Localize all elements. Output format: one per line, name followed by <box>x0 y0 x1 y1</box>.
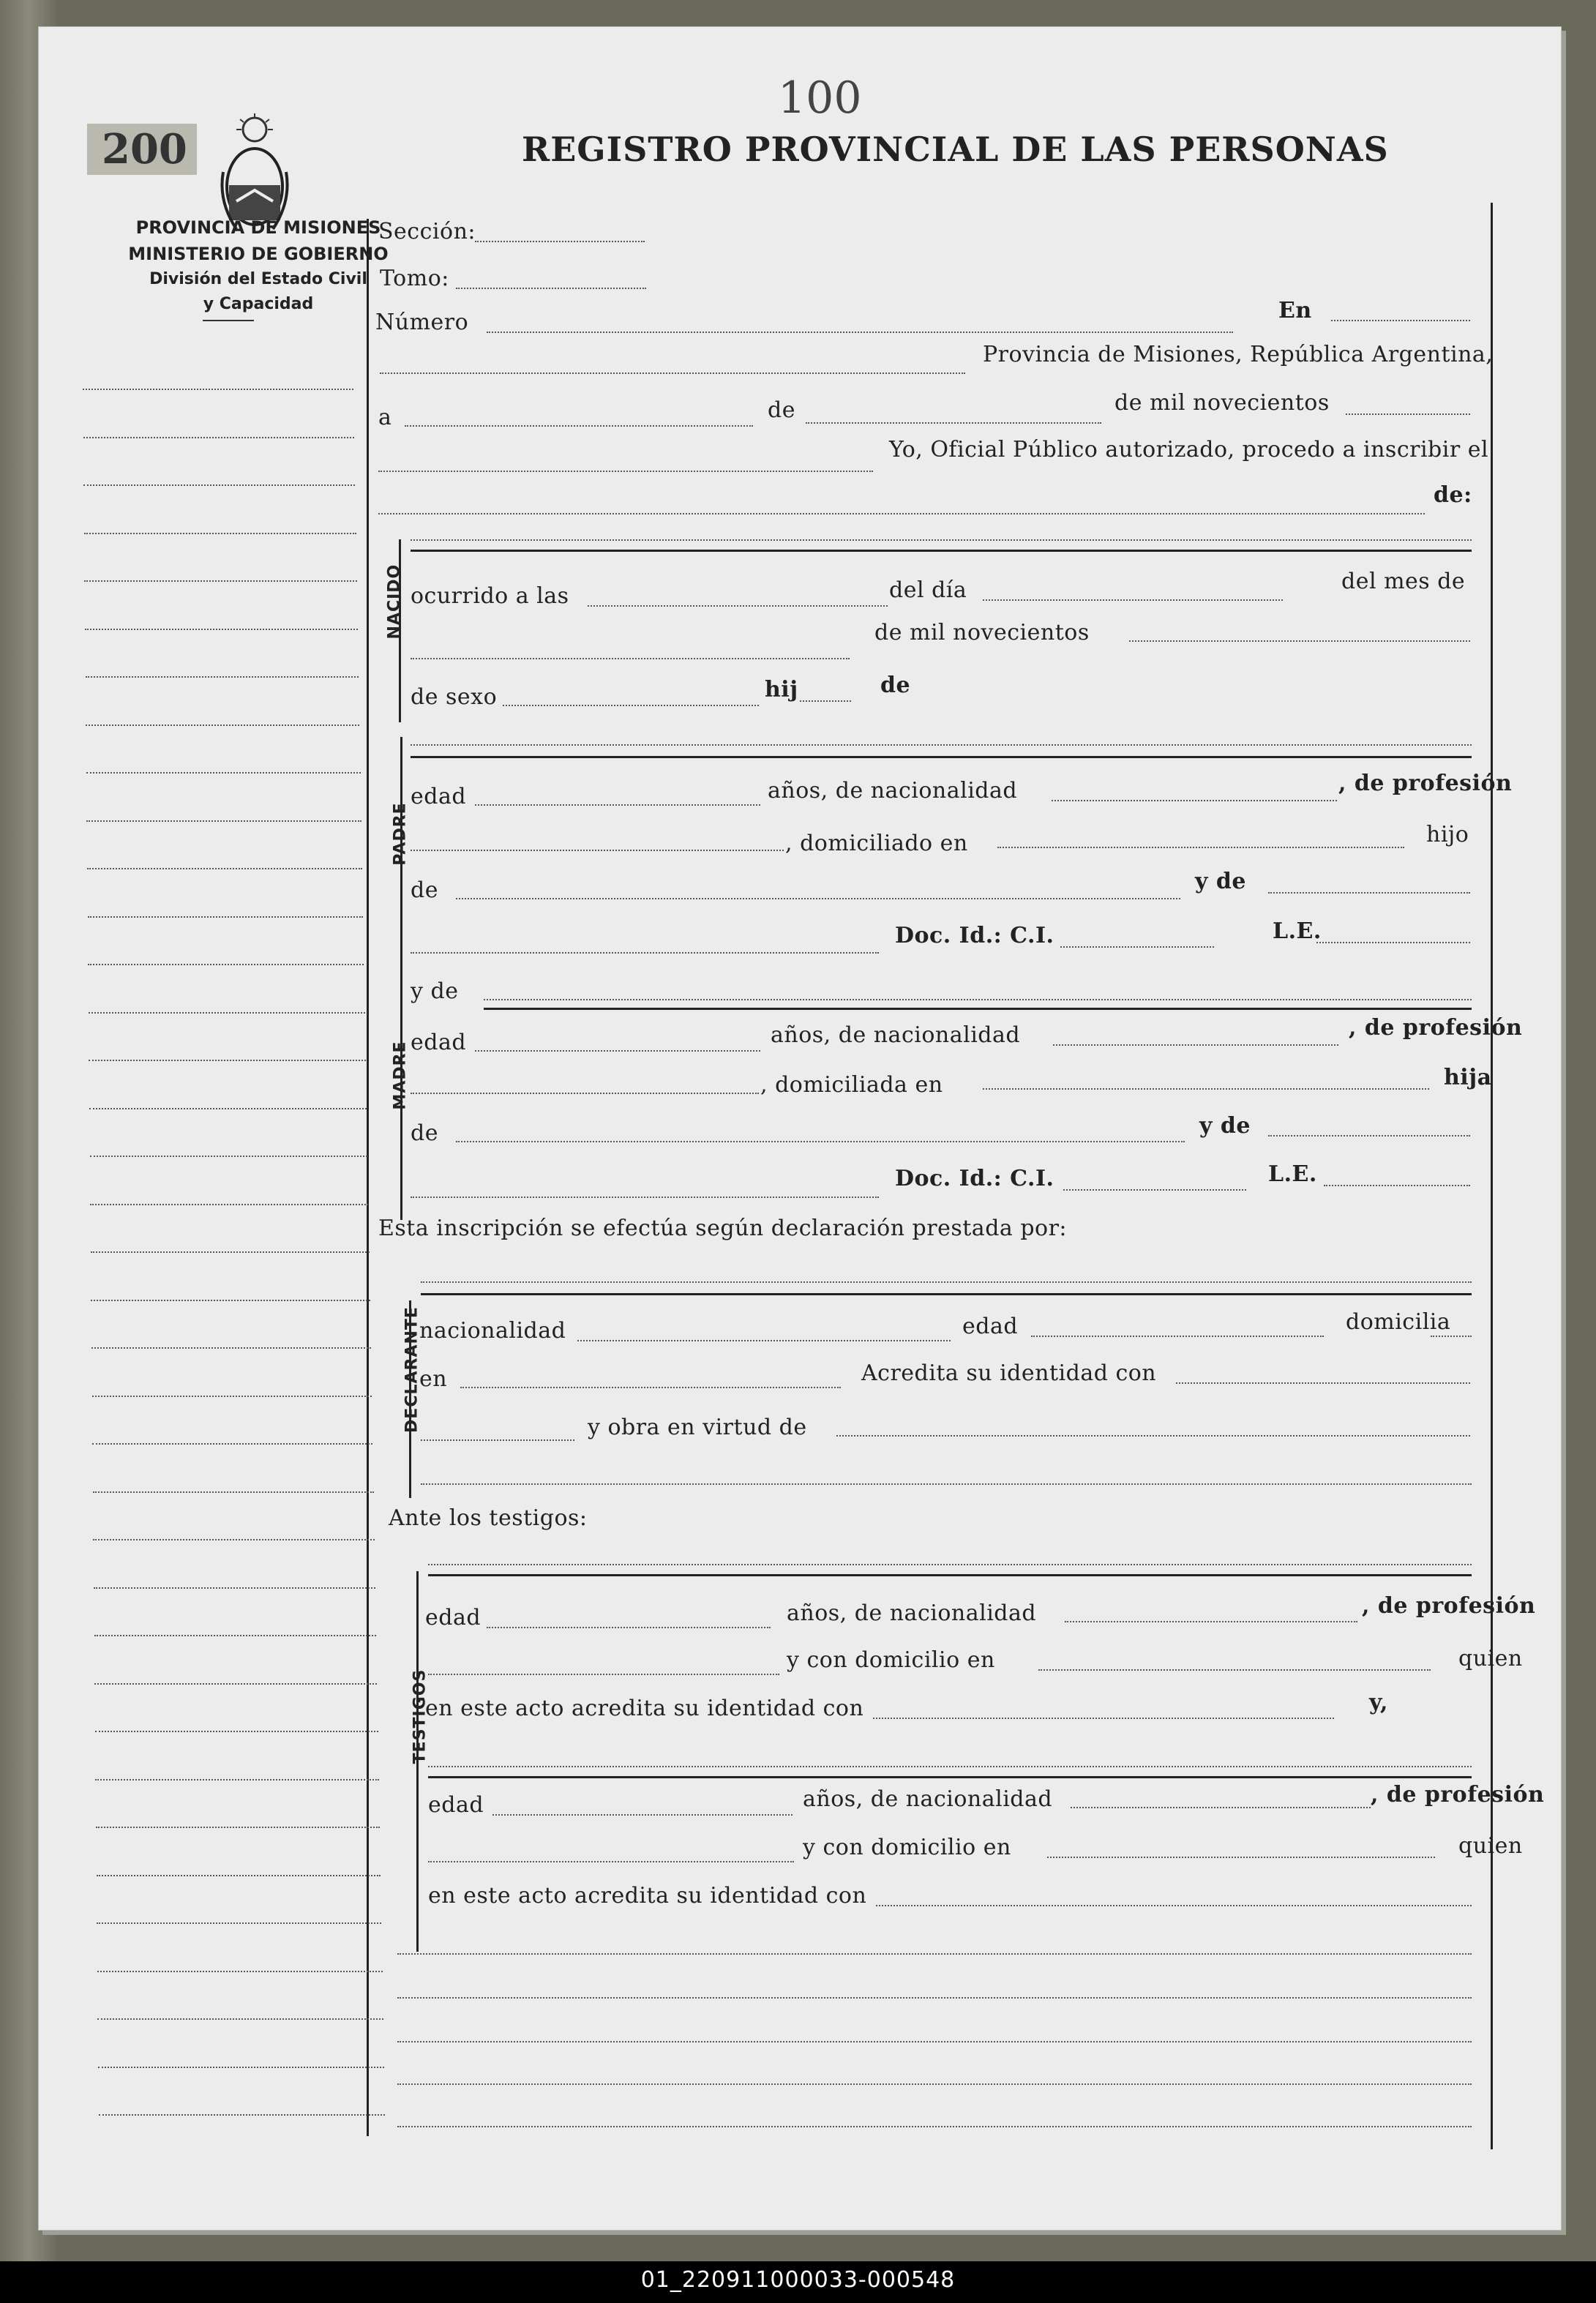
margin-note-line[interactable] <box>90 1204 368 1205</box>
padre-profesion-field[interactable] <box>411 850 784 851</box>
margin-note-line[interactable] <box>83 484 355 486</box>
padre-doc-label: Doc. Id.: C.I. <box>895 923 1054 948</box>
hora-field[interactable] <box>588 605 888 607</box>
del-dia-label: del día <box>889 577 967 603</box>
signature-line-5[interactable] <box>397 2126 1472 2127</box>
inscribir-field[interactable] <box>378 513 1425 514</box>
madre-le-label: L.E. <box>1268 1161 1317 1187</box>
margin-note-line[interactable] <box>98 2067 384 2068</box>
de-nac-label: de <box>880 673 911 698</box>
padre-ci-field[interactable] <box>1060 946 1214 948</box>
madre-name-field[interactable] <box>484 999 1472 1000</box>
declarante-id-field[interactable] <box>421 1439 574 1441</box>
margin-note-line[interactable] <box>91 1251 370 1253</box>
madre-abuela-field[interactable] <box>1268 1135 1470 1136</box>
margin-note-line[interactable] <box>91 1300 370 1301</box>
testigo2-domicilio-label: y con domicilio en <box>803 1835 1011 1860</box>
del-mes-label: del mes de <box>1341 569 1466 594</box>
testigo2-edad-label: edad <box>428 1792 484 1818</box>
division-heading: División del Estado Civil <box>149 270 367 288</box>
hij-label: hij <box>765 677 798 703</box>
declarante-edad-label: edad <box>962 1314 1019 1339</box>
madre-section-label: MADRE <box>391 1041 410 1110</box>
testigo2-acredita-label: en este acto acredita su identidad con <box>428 1883 867 1909</box>
padre-top-rule <box>411 756 1472 758</box>
padre-domiciliado-label: , domiciliado en <box>785 831 968 856</box>
declarante-virtud-field[interactable] <box>836 1435 1470 1437</box>
testigo1-edad-field[interactable] <box>487 1627 771 1628</box>
margin-note-line[interactable] <box>97 2018 383 2020</box>
margin-note-line[interactable] <box>93 1491 374 1493</box>
provincia-text: Provincia de Misiones, República Argentina, <box>983 342 1494 367</box>
declarante-extra-field[interactable] <box>421 1483 1472 1485</box>
testigo2-quien-label: quien <box>1458 1833 1523 1859</box>
declarante-nacionalidad-label: nacionalidad <box>419 1318 566 1344</box>
testigo1-profesion-label: , de profesión <box>1362 1593 1536 1619</box>
hij-field[interactable] <box>800 700 851 702</box>
pre-yo-field[interactable] <box>378 471 873 472</box>
padre-extra-field[interactable] <box>411 952 879 954</box>
testigo2-top-rule <box>428 1776 1472 1778</box>
nacido-section-label: NACIDO <box>385 563 404 640</box>
margin-note-line[interactable] <box>86 676 359 678</box>
padre-hijo-label: hijo <box>1426 822 1469 847</box>
margin-note-line[interactable] <box>97 1971 383 1972</box>
year-field[interactable] <box>1346 413 1470 415</box>
madre-ci-field[interactable] <box>1063 1189 1246 1191</box>
madre-doc-label: Doc. Id.: C.I. <box>895 1166 1054 1191</box>
numero-field[interactable] <box>487 332 1233 333</box>
madre-edad-field[interactable] <box>475 1050 760 1052</box>
margin-note-line[interactable] <box>93 1539 374 1540</box>
madre-anos-label: años, de nacionalidad <box>771 1022 1021 1048</box>
margin-note-line[interactable] <box>92 1396 372 1397</box>
madre-nacionalidad-field[interactable] <box>1053 1044 1338 1046</box>
handwritten-number: 100 <box>778 72 862 124</box>
testigo1-quien-label: quien <box>1458 1646 1523 1671</box>
padre-le-label: L.E. <box>1273 918 1322 944</box>
page-title: REGISTRO PROVINCIAL DE LAS PERSONAS <box>522 130 1389 169</box>
testigo1-name-field[interactable] <box>428 1564 1472 1565</box>
province-heading: PROVINCIA DE MISIONES <box>135 217 381 238</box>
margin-note-line[interactable] <box>97 1875 381 1876</box>
declarante-en-label: en <box>419 1366 448 1392</box>
testigo1-acredita-label: en este acto acredita su identidad con <box>425 1696 864 1721</box>
tomo-label: Tomo: <box>380 266 449 291</box>
footer-id: 01_220911000033-000548 <box>640 2267 956 2293</box>
testigos-section-label: TESTIGOS <box>411 1669 430 1764</box>
madre-de-label: de <box>411 1120 438 1146</box>
margin-note-line[interactable] <box>95 1779 378 1780</box>
padre-le-field[interactable] <box>1316 942 1470 943</box>
declarante-section-label: DECLARANTE <box>402 1306 422 1433</box>
ocurrido-label: ocurrido a las <box>411 583 569 609</box>
mes-field[interactable] <box>411 658 850 659</box>
testigo2-domicilio-field[interactable] <box>1047 1857 1435 1858</box>
madre-hija-label: hija <box>1444 1065 1492 1090</box>
sexo-label: de sexo <box>411 684 498 710</box>
declarante-top-rule <box>421 1293 1472 1295</box>
tomo-field[interactable] <box>456 288 646 289</box>
en-label: En <box>1278 298 1312 323</box>
madre-top-rule <box>484 1008 1472 1010</box>
declarante-nacionalidad-field[interactable] <box>577 1340 951 1341</box>
madre-extra-field[interactable] <box>411 1197 879 1198</box>
padre-name-field[interactable] <box>411 744 1472 746</box>
padre-section-label: PADRE <box>391 802 410 866</box>
margin-note-line[interactable] <box>87 868 362 869</box>
margin-note-line[interactable] <box>84 580 356 582</box>
declarante-acredita-label: Acredita su identidad con <box>861 1360 1157 1386</box>
de-mil-label: de mil novecientos <box>1114 390 1330 416</box>
left-margin-rule <box>367 219 369 2136</box>
margin-note-line[interactable] <box>83 389 353 390</box>
testigo2-name-field[interactable] <box>428 1766 1472 1767</box>
declarante-domicilio-field[interactable] <box>460 1387 841 1388</box>
declarante-obra-label: y obra en virtud de <box>588 1415 807 1440</box>
day-field[interactable] <box>405 425 753 427</box>
margin-note-line[interactable] <box>92 1443 372 1445</box>
padre-de-label: de <box>411 877 438 903</box>
padre-anos-label: años, de nacionalidad <box>768 778 1018 804</box>
margin-note-line[interactable] <box>94 1683 377 1685</box>
yo-text: Yo, Oficial Público autorizado, procedo a inscribir el <box>889 437 1489 463</box>
testigo2-profesion-label: , de profesión <box>1371 1782 1545 1808</box>
month-field[interactable] <box>806 422 1101 424</box>
testigo2-anos-label: años, de nacionalidad <box>803 1786 1053 1812</box>
seccion-label: Sección: <box>378 219 476 244</box>
ministry-heading: MINISTERIO DE GOBIERNO <box>128 244 389 264</box>
declarante-domicilia-field[interactable] <box>1431 1336 1472 1337</box>
testigo2-nacionalidad-field[interactable] <box>1071 1807 1371 1808</box>
margin-note-line[interactable] <box>89 1060 365 1061</box>
margin-note-line[interactable] <box>86 724 359 726</box>
testigo2-profesion-field[interactable] <box>428 1861 794 1862</box>
de-mil-nac-label: de mil novecientos <box>874 620 1090 645</box>
padre-domicilio-field[interactable] <box>997 847 1404 848</box>
signature-line-3[interactable] <box>397 2041 1472 2042</box>
padre-nacionalidad-field[interactable] <box>1052 800 1337 801</box>
madre-profesion-field[interactable] <box>411 1093 759 1094</box>
signature-line-4[interactable] <box>397 2083 1472 2085</box>
margin-note-line[interactable] <box>86 820 361 822</box>
margin-note-line[interactable] <box>88 916 364 918</box>
padre-abuelo-field[interactable] <box>456 898 1180 899</box>
testigo1-domicilio-field[interactable] <box>1038 1669 1431 1671</box>
margin-note-line[interactable] <box>94 1587 375 1589</box>
anio-nac-field[interactable] <box>1129 640 1470 642</box>
stamp-number: 200 <box>87 124 197 175</box>
testigo1-anos-label: años, de nacionalidad <box>787 1600 1037 1626</box>
margin-note-line[interactable] <box>99 2114 386 2116</box>
margin-note-line[interactable] <box>97 1922 381 1924</box>
margin-note-line[interactable] <box>86 772 361 774</box>
numero-label: Número <box>375 310 469 335</box>
heading-underline <box>203 320 254 321</box>
declaracion-text: Esta inscripción se efectúa según declaración prestada por: <box>378 1216 1068 1241</box>
form-page <box>38 26 1562 2231</box>
margin-note-line[interactable] <box>91 1347 371 1349</box>
testigo1-nacionalidad-field[interactable] <box>1065 1621 1357 1622</box>
en-field[interactable] <box>1331 320 1470 321</box>
declarante-edad-field[interactable] <box>1031 1336 1324 1337</box>
margin-note-line[interactable] <box>89 1108 367 1109</box>
margin-note-line[interactable] <box>83 437 355 438</box>
signature-line-1[interactable] <box>397 1953 1472 1955</box>
margin-note-line[interactable] <box>96 1827 380 1828</box>
padre-edad-field[interactable] <box>475 804 760 806</box>
signature-line-2[interactable] <box>397 1997 1472 1999</box>
testigo1-domicilio-label: y con domicilio en <box>787 1647 995 1673</box>
nacido-name-field[interactable] <box>411 539 1472 541</box>
testigos-intro: Ante los testigos: <box>389 1505 588 1531</box>
declarante-identidad-field[interactable] <box>1176 1382 1470 1384</box>
declarante-domicilia-label: domicilia <box>1346 1309 1451 1335</box>
dia-field[interactable] <box>983 599 1283 601</box>
madre-profesion-label: , de profesión <box>1349 1015 1523 1041</box>
capacidad-heading: y Capacidad <box>203 295 314 313</box>
a-label: a <box>378 405 392 430</box>
footer-bar <box>0 2261 1596 2303</box>
margin-note-line[interactable] <box>84 533 356 534</box>
testigo1-top-rule <box>428 1574 1472 1576</box>
testigo1-y-label: y, <box>1369 1690 1389 1715</box>
margin-note-line[interactable] <box>94 1635 377 1636</box>
nacido-top-rule <box>411 550 1472 552</box>
place-field[interactable] <box>380 372 965 374</box>
testigo1-profesion-field[interactable] <box>428 1674 779 1675</box>
de-label: de <box>768 397 795 423</box>
madre-y-de-top-label: y de <box>411 978 459 1004</box>
margin-note-line[interactable] <box>85 629 358 630</box>
madre-abuelo-field[interactable] <box>456 1141 1185 1142</box>
madre-le-field[interactable] <box>1324 1185 1470 1186</box>
padre-edad-label: edad <box>411 784 467 809</box>
testigo2-edad-field[interactable] <box>492 1814 793 1816</box>
margin-note-line[interactable] <box>95 1731 378 1732</box>
testigo2-identidad-field[interactable] <box>876 1905 1472 1906</box>
padre-abuela-field[interactable] <box>1268 892 1470 894</box>
margin-note-line[interactable] <box>88 964 364 965</box>
testigo1-edad-label: edad <box>425 1605 482 1630</box>
madre-domicilio-field[interactable] <box>983 1088 1429 1090</box>
padre-y-de-label: y de <box>1195 869 1246 894</box>
declarante-name-field[interactable] <box>421 1281 1472 1283</box>
testigo1-identidad-field[interactable] <box>873 1718 1334 1719</box>
margin-note-line[interactable] <box>90 1156 368 1157</box>
sexo-field[interactable] <box>503 705 759 706</box>
padre-profesion-label: , de profesión <box>1338 771 1513 796</box>
de-colon-label: de: <box>1434 482 1472 508</box>
madre-y-de-label: y de <box>1199 1113 1251 1139</box>
madre-domiciliada-label: , domiciliada en <box>760 1072 943 1098</box>
margin-note-line[interactable] <box>89 1012 365 1014</box>
seccion-field[interactable] <box>475 241 645 242</box>
madre-edad-label: edad <box>411 1030 467 1055</box>
